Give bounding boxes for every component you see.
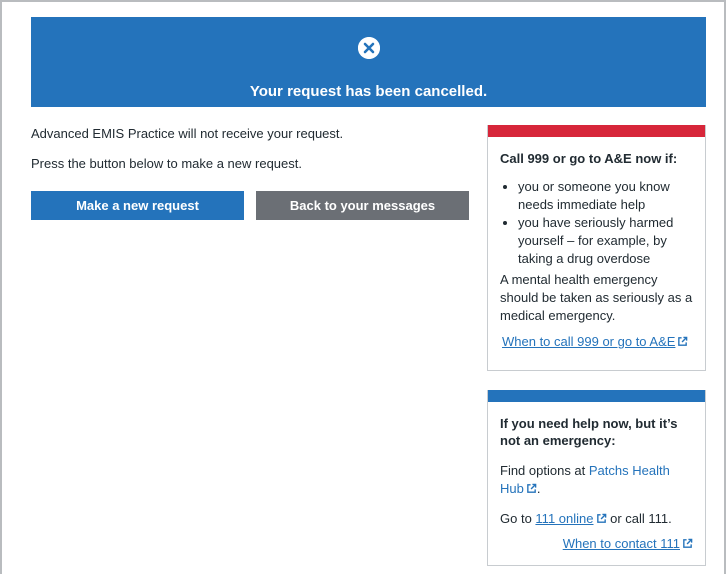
111-online-link[interactable]: [535, 511, 606, 526]
when-to-call-999-link[interactable]: [502, 334, 688, 349]
make-new-request-button[interactable]: Make a new request: [31, 191, 244, 220]
emergency-card-bar: [488, 125, 705, 137]
go-to-suffix: or call 111.: [606, 511, 672, 526]
external-link-icon: [682, 538, 693, 549]
emergency-list: [518, 178, 693, 268]
help-heading: If you need help now, but it’s not an emergency:: [500, 416, 678, 448]
find-options-suffix: .: [536, 481, 541, 496]
111-online-label: 111 online: [535, 511, 594, 526]
external-link-icon: [596, 513, 607, 524]
close-circle-icon: [358, 37, 380, 59]
patchs-health-hub-label: Patchs Health Hub: [500, 463, 670, 496]
emergency-note: A mental health emergency should be taken as seriously as a medical emergency.: [500, 272, 693, 323]
when-to-contact-111-link[interactable]: [563, 536, 693, 551]
new-request-instruction: Press the button below to make a new request.: [31, 156, 302, 171]
external-link-icon: [677, 336, 688, 347]
find-options-text: [500, 462, 693, 498]
when-to-contact-111-label: When to contact 111: [562, 536, 680, 551]
back-to-messages-button[interactable]: Back to your messages: [256, 191, 469, 220]
when-to-call-999-label: When to call 999 or go to A&E: [502, 334, 676, 349]
list-item: • you or someone you know needs immediate help: [518, 178, 693, 214]
list-item: • you have seriously harmed yourself – for example, by taking a drug overdose: [518, 214, 693, 268]
help-card: [487, 390, 706, 566]
go-to-prefix: Go to: [500, 511, 536, 526]
go-to-111-text: [500, 510, 693, 528]
banner-title: Your request has been cancelled.: [249, 83, 488, 100]
emergency-heading: Call 999 or go to A&E now if:: [500, 151, 678, 166]
cancel-message: Advanced EMIS Practice will not receive your request.: [31, 126, 344, 141]
find-options-prefix: Find options at: [500, 463, 589, 478]
emergency-card: [487, 125, 706, 371]
cancelled-banner: [31, 17, 706, 107]
help-card-bar: [488, 390, 705, 402]
external-link-icon: [526, 483, 537, 494]
